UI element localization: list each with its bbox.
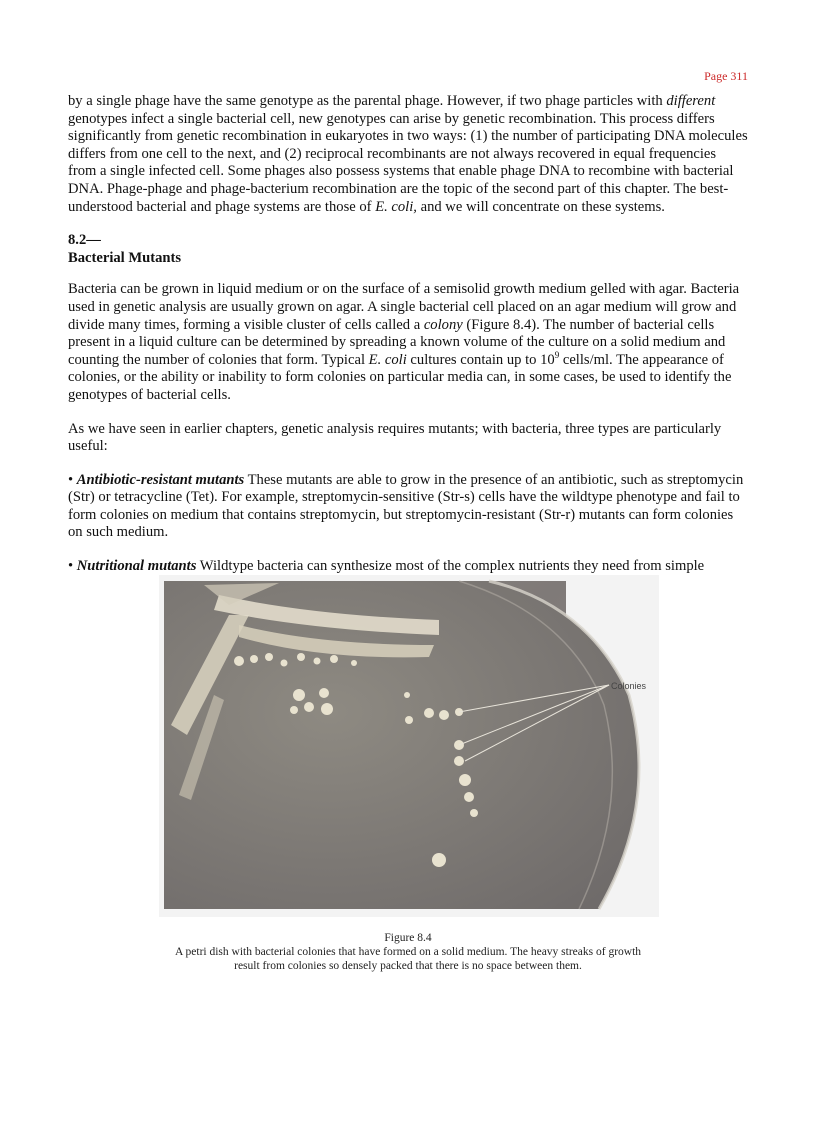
caption-line-2: result from colonies so densely packed that there is no space between them. (234, 960, 582, 972)
section-title: Bacterial Mutants (68, 249, 182, 266)
section-number: 8.2— (68, 232, 101, 249)
petri-dish-photo (159, 575, 659, 917)
intro-paragraph: by a single phage have the same genotype as the parental phage. However, if two phage particles with different genotypes infect a single bacterial cell, new genotypes can arise by genetic recombination. This process differs significantly from genetic recombination in eukaryotes in two ways: (1) the number of participating DNA molecules differs from one cell to the next, and (2) reciprocal recombinants are not always recovered in equal frequencies from a single infected cell. Some phages also possess systems that enable phage DNA to recombine with bacterial DNA. Phage-phage and phage-bacterium recombination are the topic of the second part of this chapter. The best-understood bacterial and phage systems are those of E. coli, and we will concentrate on these systems. (68, 93, 748, 215)
page-body (68, 93, 748, 576)
paragraph-bacteria-growth: Bacteria can be grown in liquid medium or on the surface of a semisolid growth medium gelled with agar. Bacteria used in genetic analysis are usually grown on agar. A single bacterial cell placed on an agar medium will grow and divide many times, forming a visible cluster of cells called a colony (Figure 8.4). The number of bacterial cells present in a liquid culture can be determined by spreading a known volume of the culture on a solid medium and counting the number of colonies that form. Typical E. coli cultures contain up to $10^9$ cells/ml. The appearance of colonies, or the ability or inability to form colonies on particular media can, in some cases, be used to identify the genotypes of bacterial cells. (68, 281, 740, 403)
caption-line-1: A petri dish with bacterial colonies that have formed on a solid medium. The heavy streaks of growth (174, 946, 642, 958)
bullet-nutritional: • Nutritional mutants Wildtype bacteria can synthesize most of the complex nutrients they need from simple (68, 558, 705, 575)
page-number: Page 311 (704, 69, 748, 83)
paragraph-mutant-types: As we have seen in earlier chapters, genetic analysis requires mutants; with bacteria, three types are particularly useful: (68, 420, 722, 455)
figure-number: Figure 8.4 (384, 932, 432, 944)
colonies-label: Colonies (611, 681, 647, 691)
figure-caption (0, 931, 816, 973)
bullet-antibiotic-resistant: • Antibiotic-resistant mutants These mutants are able to grow in the presence of an antibiotic, such as streptomycin (Str) or tetracycline (Tet). For example, streptomycin-sensitive (Str-s) cells have the wildtype phenotype and fail to form colonies on medium that contains streptomycin, but streptomycin-resistant (Str-r) mutants can form colonies on such medium. (68, 471, 744, 541)
section-heading (68, 232, 748, 267)
figure-petri-dish (159, 575, 659, 917)
